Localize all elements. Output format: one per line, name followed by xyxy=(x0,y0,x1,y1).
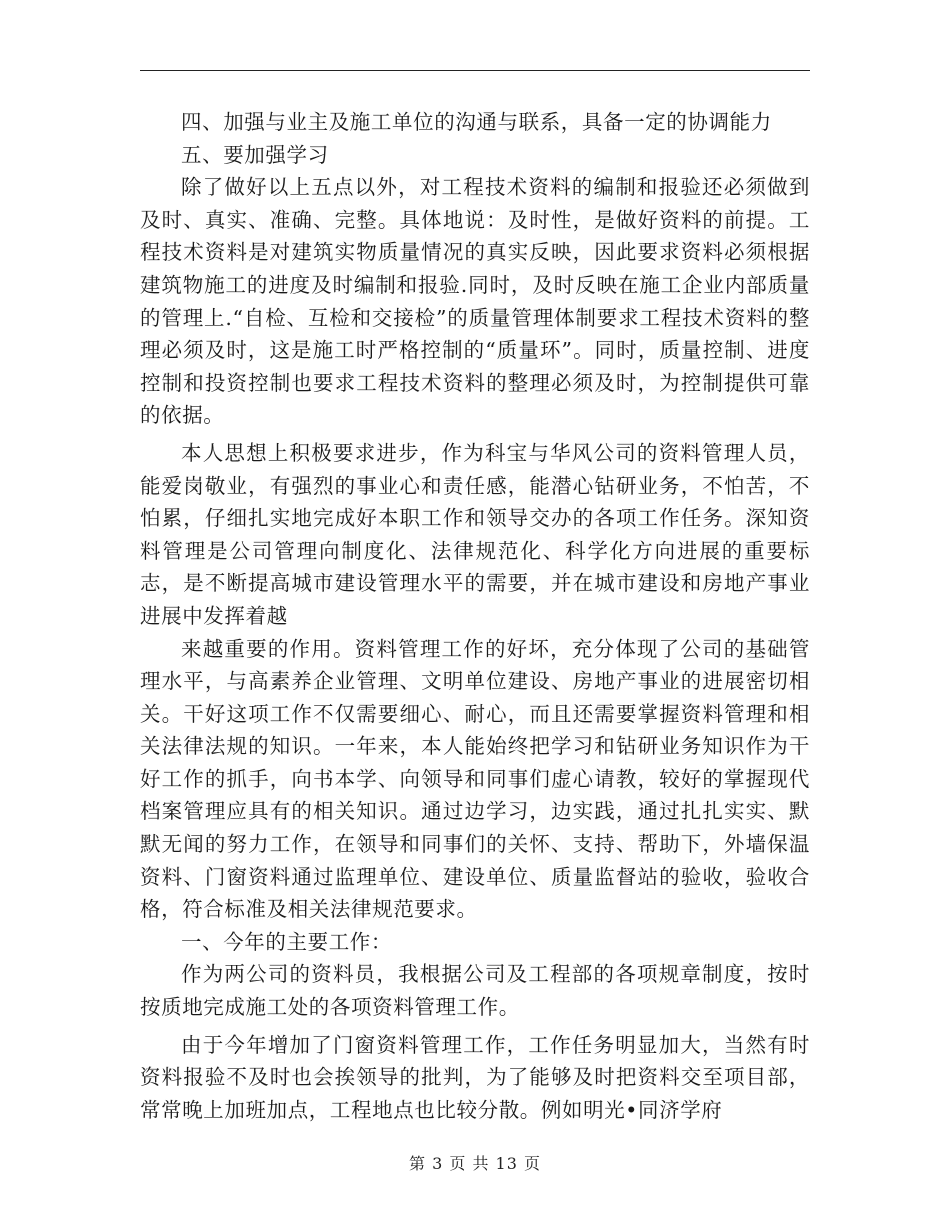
page-number: 第 3 页 共 13 页 xyxy=(409,1154,541,1173)
header-rule xyxy=(140,70,810,71)
paragraph-importance: 来越重要的作用。资料管理工作的好坏，充分体现了公司的基础管理水平，与高素养企业管理、文明单位建设、房地产事业的进展密切相关。干好这项工作不仅需要细心、耐心，而且还需要掌握资料管理和相关法律法规的知识。一年来，本人能始终把学习和钻研业务知识作为干好工作的抓手，向书本学、向领导和同事们虚心请教，较好的掌握现代档案管理应具有的相关知识。通过边学习，边实践，通过扎扎实实、默默无闻的努力工作，在领导和同事们的关怀、支持、帮助下，外墙保温资料、门窗资料通过监理单位、建设单位、质量监督站的验收，验收合格，符合标准及相关法律规范要求。 xyxy=(140,636,810,922)
paragraph-timeliness: 除了做好以上五点以外，对工程技术资料的编制和报验还必须做到及时、真实、准确、完整。具体地说：及时性，是做好资料的前提。工程技术资料是对建筑实物质量情况的真实反映，因此要求资料必须根据建筑物施工的进度及时编制和报验.同时，及时反映在施工企业内部质量的管理上.“自检、互检和交接检”的质量管理体制要求工程技术资料的整理必须及时，这是施工时严格控制的“质量环”。同时，质量控制、进度控制和投资控制也要求工程技术资料的整理必须及时，为控制提供可靠的依据。 xyxy=(140,175,810,428)
paragraph-item-4: 四、加强与业主及施工单位的沟通与联系，具备一定的协调能力 xyxy=(181,110,772,134)
paragraph-item-5: 五、要加强学习 xyxy=(181,142,329,167)
document-body xyxy=(140,106,810,1126)
paragraph-main-work: 作为两公司的资料员，我根据公司及工程部的各项规章制度，按时按质地完成施工处的各项资料管理工作。 xyxy=(140,962,810,1020)
paragraph-workload: 由于今年增加了门窗资料管理工作，工作任务明显加大，当然有时资料报验不及时也会挨领导的批判，为了能够及时把资料交至项目部，常常晚上加班加点，工程地点也比较分散。例如明光•同济学府 xyxy=(140,1032,810,1122)
paragraph-self-assessment: 本人思想上积极要求进步，作为科宝与华风公司的资料管理人员，能爱岗敬业，有强烈的事业心和责任感，能潜心钻研业务，不怕苦，不怕累，仔细扎实地完成好本职工作和领导交办的各项工作任务。深知资料管理是公司管理向制度化、法律规范化、科学化方向进展的重要标志，是不断提高城市建设管理水平的需要，并在城市建设和房地产事业进展中发挥着越 xyxy=(140,440,810,628)
paragraph-section-heading: 一、今年的主要工作： xyxy=(181,929,392,954)
